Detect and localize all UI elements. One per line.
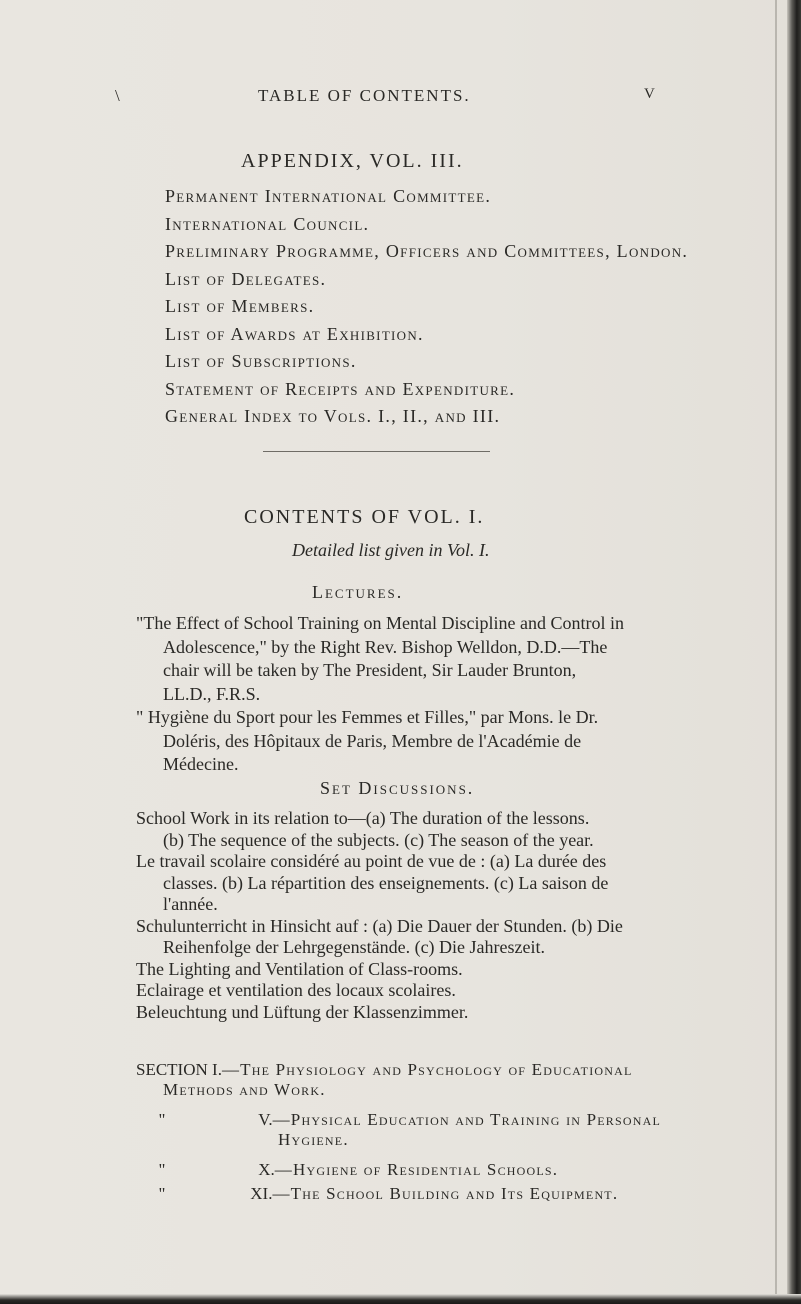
appendix-item: List of Subscriptions. (165, 351, 357, 371)
section-entry (136, 1160, 786, 1180)
appendix-item: Preliminary Programme, Officers and Committees, London. (165, 241, 689, 261)
discussion-line: Reihenfolge der Lehrgegenstände. (c) Die Jahreszeit. (163, 937, 545, 957)
lectures-heading: Lectures. (312, 582, 404, 602)
section-title: —The School Building and Its Equipment. (272, 1184, 619, 1203)
discussion-line: The Lighting and Ventilation of Class-rooms. (136, 958, 463, 979)
running-head-title: TABLE OF CONTENTS. (258, 86, 471, 105)
ditto-mark: " (158, 1110, 166, 1129)
section-entry (136, 1060, 786, 1099)
lecture-line: Médecine. (163, 754, 239, 774)
page-bottom-edge (0, 1294, 801, 1304)
ditto-mark: " (158, 1184, 166, 1203)
appendix-item: List of Awards at Exhibition. (165, 323, 424, 344)
section-number: XI. (250, 1184, 273, 1203)
appendix-item: Statement of Receipts and Expenditure. (165, 378, 516, 399)
lecture-line: Adolescence," by the Right Rev. Bishop Welldon, D.D.—The (163, 636, 608, 657)
section-title-cont: Hygiene. (278, 1129, 349, 1149)
section-divider (263, 451, 490, 452)
lecture-entry (136, 612, 756, 706)
section-title: —Physical Education and Training in Personal (272, 1110, 662, 1129)
discussion-line: Le travail scolaire considéré au point de vue de : (a) La durée des (136, 851, 607, 871)
running-head-mark: \ (115, 86, 122, 105)
appendix-item: International Council. (165, 213, 370, 234)
discussion-line: Beleuchtung und Lüftung der Klassenzimmer. (136, 1001, 469, 1022)
appendix-item: List of Delegates. (165, 268, 327, 289)
appendix-item: List of Members. (165, 296, 315, 316)
lecture-line: chair will be taken by The President, Sir Lauder Brunton, (163, 660, 577, 680)
section-number: V. (258, 1110, 273, 1129)
section-title: —Hygiene of Residential Schools. (274, 1160, 559, 1179)
lecture-line: " Hygiène du Sport pour les Femmes et Filles," par Mons. le Dr. (136, 707, 599, 727)
section-title: —The Physiology and Psychology of Educational (221, 1060, 633, 1079)
ditto-mark: " (158, 1160, 166, 1179)
discussion-line: School Work in its relation to—(a) The duration of the lessons. (136, 808, 590, 828)
contents-subheading: Detailed list given in Vol. I. (292, 540, 490, 560)
contents-heading: CONTENTS OF VOL. I. (244, 506, 485, 528)
page-edge-shadow (787, 0, 801, 1304)
section-entry (136, 1184, 786, 1204)
section-number: I. (212, 1060, 222, 1079)
set-discussions-list (136, 808, 776, 1023)
discussion-line: l'année. (163, 894, 218, 914)
discussion-line: (b) The sequence of the subjects. (c) The season of the year. (163, 829, 594, 850)
appendix-heading: APPENDIX, VOL. III. (241, 150, 464, 172)
section-title-cont: Methods and Work. (163, 1079, 326, 1099)
appendix-list (165, 183, 688, 431)
discussion-line: Eclairage et ventilation des locaux scolaires. (136, 980, 456, 1000)
lecture-line: Doléris, des Hôpitaux de Paris, Membre de l'Académie de (163, 730, 582, 751)
appendix-item: General Index to Vols. I., II., and III. (165, 406, 501, 426)
appendix-item: Permanent International Committee. (165, 186, 492, 206)
lecture-line: LL.D., F.R.S. (163, 683, 261, 704)
lecture-line: "The Effect of School Training on Mental Discipline and Control in (136, 613, 624, 633)
page-number: V (644, 86, 657, 102)
set-discussions-heading: Set Discussions. (320, 778, 475, 798)
section-entry (136, 1110, 786, 1149)
page-gutter-line (775, 0, 777, 1304)
discussion-line: Schulunterricht in Hinsicht auf : (a) Die Dauer der Stunden. (b) Die (136, 915, 623, 936)
discussion-line: classes. (b) La répartition des enseignements. (c) La saison de (163, 872, 609, 893)
section-prefix: SECTION (136, 1060, 208, 1079)
section-number: X. (258, 1160, 275, 1179)
lecture-entry (136, 706, 756, 777)
